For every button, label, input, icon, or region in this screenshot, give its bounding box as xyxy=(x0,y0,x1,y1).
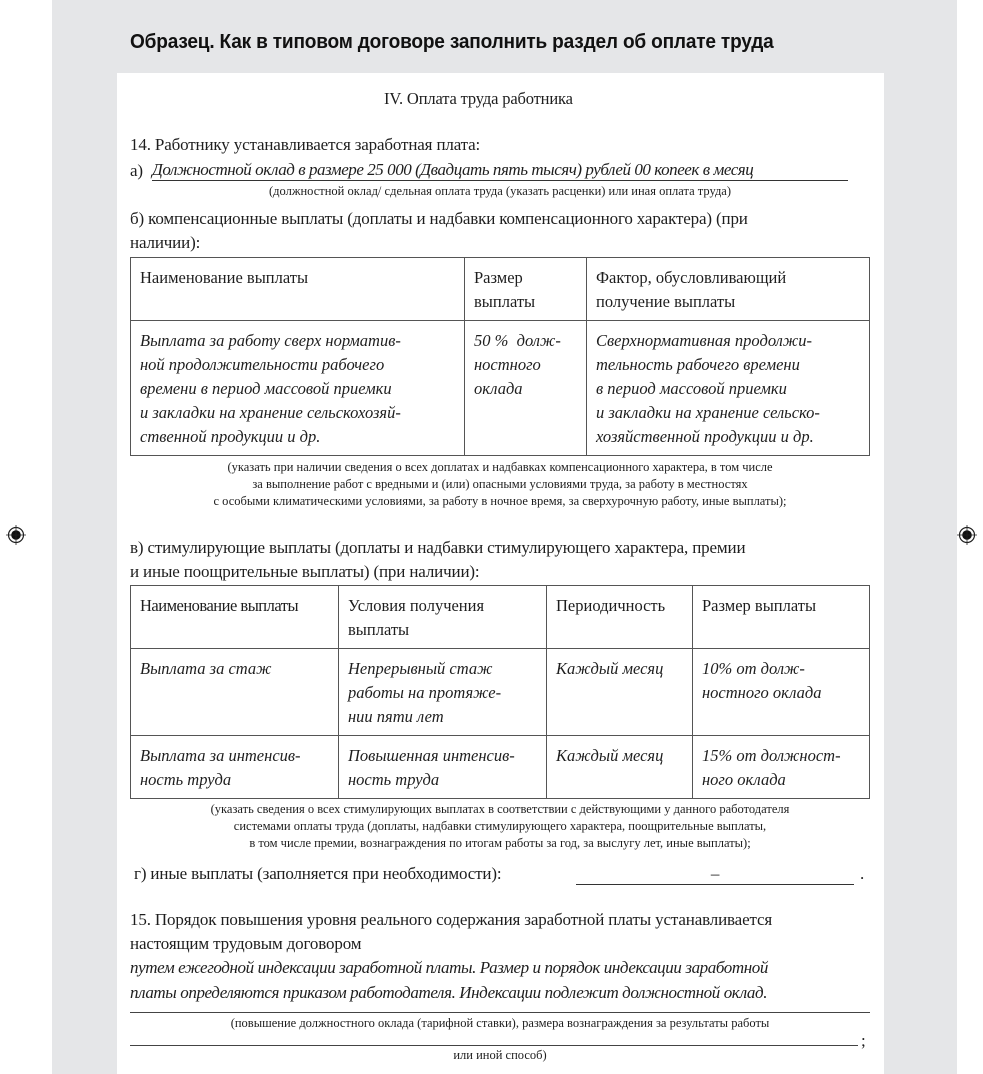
cell-line: оклада xyxy=(474,379,523,398)
other-payments-label: г) иные выплаты (заполняется при необходимости): xyxy=(134,864,502,883)
cell-line: и закладки на хранение сельскохозяй- xyxy=(140,403,401,422)
table-header-cell xyxy=(131,258,465,321)
cell-line: Выплата за интенсив- xyxy=(140,746,301,765)
table-cell xyxy=(131,321,465,456)
fill-line xyxy=(130,1012,870,1013)
table-row xyxy=(131,649,870,736)
table-row xyxy=(131,736,870,799)
cell-line: ностного оклада xyxy=(702,683,822,702)
hint-line: в том числе премии, вознаграждения по итогам работы за год, за выслугу лет, иные выплаты); xyxy=(249,836,751,850)
other-payments-end: . xyxy=(860,864,865,883)
header-text: Наименование выплаты xyxy=(140,596,299,615)
clause-15-line1: 15. Порядок повышения уровня реального содержания заработной платы устанавливается xyxy=(130,910,773,929)
cell-line: 10% от долж- xyxy=(702,659,805,678)
table-header-cell xyxy=(693,586,870,649)
cell-line: 15% от должност- xyxy=(702,746,841,765)
incentive-heading-line1: в) стимулирующие выплаты (доплаты и надбавки стимулирующего характера, премии xyxy=(130,538,746,557)
cell-line: Выплата за работу сверх норматив- xyxy=(140,331,401,350)
table-cell xyxy=(547,736,693,799)
compensation-hint xyxy=(130,459,870,510)
cell-line: Непрерывный стаж xyxy=(348,659,493,678)
fill-line xyxy=(130,1045,858,1046)
table-cell xyxy=(587,321,870,456)
cell-line: времени в период массовой приемки xyxy=(140,379,392,398)
clause-14-intro: 14. Работнику устанавливается заработная плата: xyxy=(130,135,481,154)
cell-line: Повышенная интенсив- xyxy=(348,746,515,765)
cell-line: и закладки на хранение сельско- xyxy=(596,403,820,422)
cell-line: Каждый месяц xyxy=(556,659,664,678)
table-cell xyxy=(131,649,339,736)
cell-line: ного оклада xyxy=(702,770,786,789)
cell-line: в период массовой приемки xyxy=(596,379,787,398)
hint-line: (указать сведения о всех стимулирующих выплатах в соответствии с действующими у данного работодателя xyxy=(210,802,790,816)
cell-line: Каждый месяц xyxy=(556,746,664,765)
table-header-cell xyxy=(131,586,339,649)
incentive-table xyxy=(130,585,870,799)
cell-line: ность труда xyxy=(348,770,440,789)
page-heading: Образец. Как в типовом договоре заполнить раздел об оплате труда xyxy=(130,30,774,53)
salary-field: Должностной оклад в размере 25 000 (Двадцать пять тысяч) рублей 00 копеек в месяц xyxy=(152,160,848,181)
table-header-cell xyxy=(587,258,870,321)
table-cell xyxy=(339,649,547,736)
table-header-cell xyxy=(547,586,693,649)
hint-line: за выполнение работ с вредными и (или) опасными условиями труда, за работу в местностях xyxy=(252,477,748,491)
cell-line: тельность рабочего времени xyxy=(596,355,800,374)
indexation-value-line1: путем ежегодной индексации заработной платы. Размер и порядок индексации заработной xyxy=(130,958,769,977)
header-text: получение выплаты xyxy=(596,292,736,311)
header-text: Размер выплаты xyxy=(702,596,817,615)
header-text: Наименование выплаты xyxy=(140,268,309,287)
cell-line: работы на протяже- xyxy=(348,683,502,702)
incentive-heading-line2: и иные поощрительные выплаты) (при наличии): xyxy=(130,562,480,581)
table-cell xyxy=(693,649,870,736)
cell-line: ностного xyxy=(474,355,541,374)
clause-a-label: а) xyxy=(130,161,143,180)
table-header-row xyxy=(131,258,870,321)
other-payments-field: – xyxy=(576,864,854,885)
hint-line: с особыми климатическими условиями, за работу в ночное время, за сверхурочную работу, иные выплаты); xyxy=(213,494,787,508)
table-header-cell xyxy=(339,586,547,649)
compensation-table xyxy=(130,257,870,456)
incentive-hint xyxy=(130,801,870,852)
table-cell xyxy=(131,736,339,799)
registration-mark-icon xyxy=(956,524,978,546)
cell-line: ной продолжительности рабочего xyxy=(140,355,385,374)
indexation-hint-line2: или иной способ) xyxy=(453,1048,547,1062)
table-cell xyxy=(465,321,587,456)
table-row xyxy=(131,321,870,456)
registration-mark-icon xyxy=(5,524,27,546)
header-text: выплаты xyxy=(474,292,536,311)
cell-line: Сверхнормативная продолжи- xyxy=(596,331,812,350)
table-cell xyxy=(693,736,870,799)
cell-line: Выплата за стаж xyxy=(140,659,272,678)
compensation-heading-line1: б) компенсационные выплаты (доплаты и надбавки компенсационного характера) (при xyxy=(130,209,748,228)
header-text: Фактор, обусловливающий xyxy=(596,268,787,287)
cell-line: хозяйственной продукции и др. xyxy=(596,427,814,446)
indexation-end-mark: ; xyxy=(861,1031,866,1050)
salary-field-hint: (должностной оклад/ сдельная оплата труда (указать расценки) или иная оплата труда) xyxy=(268,184,732,198)
cell-line: 50 % долж- xyxy=(474,331,561,350)
header-text: Условия получения xyxy=(348,596,485,615)
cell-line: ственной продукции и др. xyxy=(140,427,321,446)
cell-line: нии пяти лет xyxy=(348,707,444,726)
cell-line: ность труда xyxy=(140,770,232,789)
table-cell xyxy=(547,649,693,736)
compensation-heading-line2: наличии): xyxy=(130,233,201,252)
header-text: выплаты xyxy=(348,620,410,639)
clause-15-line2: настоящим трудовым договором xyxy=(130,934,362,953)
hint-line: (указать при наличии сведения о всех доплатах и надбавках компенсационного характера, в том числе xyxy=(227,460,773,474)
table-header-row xyxy=(131,586,870,649)
header-text: Периодичность xyxy=(556,596,666,615)
section-title: IV. Оплата труда работника xyxy=(384,89,573,108)
header-text: Размер xyxy=(474,268,523,287)
indexation-value-line2: платы определяются приказом работодателя. Индексации подлежит должностной оклад. xyxy=(130,983,768,1002)
hint-line: системами оплаты труда (доплаты, надбавки стимулирующего характера, поощрительные выплаты, xyxy=(233,819,767,833)
indexation-hint-line1: (повышение должностного оклада (тарифной ставки), размера вознаграждения за результаты работы xyxy=(230,1016,770,1030)
table-cell xyxy=(339,736,547,799)
table-header-cell xyxy=(465,258,587,321)
